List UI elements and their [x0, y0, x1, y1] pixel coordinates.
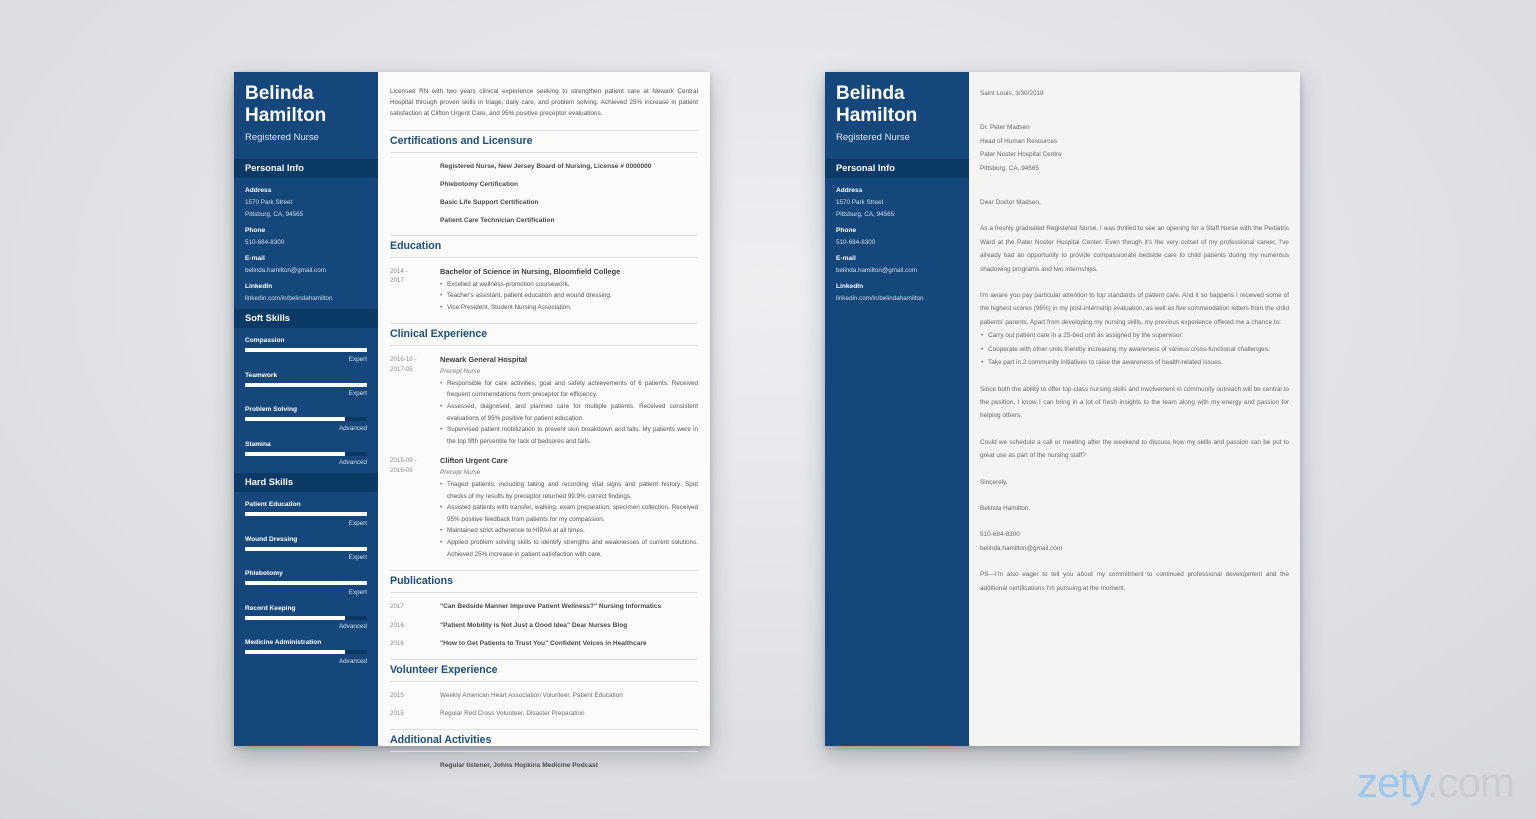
- certification-item: Patient Care Technician Certification: [440, 216, 555, 224]
- skill-item: Compassion Expert: [245, 337, 367, 363]
- phone-label: Phone: [245, 227, 266, 234]
- cover-letter-page: [825, 72, 1300, 746]
- email-value: belinda.hamilton@gmail.com: [245, 266, 326, 274]
- zety-logo-suffix: .com: [1426, 759, 1514, 806]
- skill-bar: [245, 512, 367, 516]
- skill-level: Advanced: [338, 657, 367, 665]
- volunteer-item: 2015 Weekly American Heart Association Volunteer, Patient Education: [390, 691, 623, 699]
- skill-bar: [245, 383, 367, 387]
- publication-item: 2017 "Can Bedside Manner Improve Patient Wellness?" Nursing Informatics: [390, 603, 662, 611]
- address-label: Address: [836, 187, 863, 194]
- soft-skills-header: Soft Skills: [234, 309, 378, 328]
- skill-level: Expert: [348, 554, 367, 561]
- email-label: E-mail: [836, 255, 856, 262]
- education-bullets: • Excelled at wellness-promotion coursework. • Teacher's assistant, patient education and wound dressing. • Vice President, Student Nursing Association.: [440, 279, 698, 314]
- address-line2: Pittsburg, CA, 94565: [836, 210, 895, 218]
- letter-paragraph: I'm aware you pay particular attention to top standards of patient care. And it so happens I received some of the highest scores (96%) in my post-internship evaluation, as well as five commendation letters from the child patients' parents. Apart from developing my nursing skills, my previous experience offered me a chance to:: [980, 292, 1289, 326]
- skill-level: Expert: [348, 390, 367, 397]
- skill-level: Advanced: [338, 459, 367, 466]
- phone-value: 510-684-8300: [245, 238, 285, 246]
- candidate-job-title: Registered Nurse: [836, 132, 910, 143]
- letter-ps: PS—I'm also eager to tell you about my commitment to continued professional development and the additional certifications I'm pursuing at the moment.: [980, 571, 1289, 592]
- resume-main: [378, 72, 710, 769]
- skill-level: Expert: [348, 355, 367, 363]
- job-entry: [390, 355, 698, 447]
- certification-item: Basic Life Support Certification: [440, 198, 539, 206]
- phone-value: 510-684-8300: [836, 238, 876, 246]
- letter-email: belinda.hamilton@gmail.com: [980, 544, 1063, 552]
- skill-item: Record Keeping Advanced: [245, 604, 367, 630]
- publication-item: 2016 "Patient Mobility is Not Just a Good Idea" Dear Nurses Blog: [390, 621, 628, 629]
- personal-info-group: [234, 187, 378, 302]
- skill-item: Teamwork Expert: [245, 371, 367, 397]
- skill-level: Expert: [348, 588, 367, 596]
- skill-bar: [245, 616, 367, 620]
- linkedin-label: LinkedIn: [245, 283, 273, 290]
- candidate-name: Belinda Hamilton: [836, 83, 918, 126]
- address-label: Address: [245, 187, 272, 194]
- job-role: Precept Nurse: [440, 367, 481, 375]
- candidate-job-title: Registered Nurse: [245, 132, 319, 143]
- job-dates: 2016-10 - 2017-05: [390, 356, 417, 373]
- resume-summary: Licensed RN with two years clinical experience seeking to strengthen patient care at Newark Central Hospital through proven skills in triage, daily care, and problem solving. Achieved 25% increase in patient satisfaction at Clifton Urgent Care, and 95% positive preceptor evaluations.: [390, 88, 698, 118]
- job-bullets: • Triaged patients, including taking and recording vital signs and patient history. Spot checks of my results by preceptor returned 99.9% correct findings. • Assisted patients with transfer, walking, exam preparation, specimen collection. Received 95% positive feedback from patients for my compassion. • Maintained strict adherence to HIPAA at all times. • Applied problem solving skills to identify strengths and weaknesses of current solutions. Achieved 25% increase in patient satisfaction with care.: [440, 479, 698, 560]
- section-header-volunteer: Volunteer Experience: [390, 659, 698, 682]
- skill-bar: [245, 452, 367, 456]
- skill-bar: [245, 581, 367, 585]
- letter-bullets: • Carry out patient care in a 25-bed unit as assigned by the supervisor. • Cooperate with other units thereby increasing my awareness of various cross-functional challenges. • Take part in 2 community initiatives to raise the awareness of health-related issues.: [980, 329, 1289, 369]
- job-entry: [390, 456, 698, 560]
- linkedin-value: linkedin.com/in/belindahamilton: [836, 294, 924, 302]
- personal-info-header: Personal Info: [825, 159, 969, 178]
- letter-sidebar: [825, 72, 969, 746]
- volunteer-item: 2015 Regular Red Cross Volunteer, Disaster Preparation: [390, 710, 585, 718]
- education-dates: 2014 - 2017: [390, 267, 408, 285]
- job-dates: 2015-09 - 2016-05: [390, 457, 417, 474]
- letter-phone: 510-684-8300: [980, 531, 1020, 539]
- address-line1: 1570 Park Street: [245, 198, 293, 206]
- skill-item: Stamina Advanced: [245, 440, 367, 466]
- education-title: Bachelor of Science in Nursing, Bloomfield College: [440, 266, 621, 276]
- job-bullets: • Responsible for care activities, goal and safety achievements of 6 patients. Received frequent commendations from preceptor for efficiency. • Assessed, diagnosed, and planned care for multiple patients. Received consistent evaluations of 95% positive for patient education. • Supervised patient mobilization to prevent skin breakdown and falls. My patients were in the top fifth percentile for lack of bedsores and falls.: [440, 378, 698, 448]
- job-company: Clifton Urgent Care: [440, 456, 508, 466]
- zety-logo: [1357, 759, 1514, 807]
- section-header-education: Education: [390, 235, 698, 258]
- section-header-clinical-experience: Clinical Experience: [390, 323, 698, 346]
- skill-level: Advanced: [338, 623, 367, 630]
- letter-main: [969, 72, 1300, 746]
- certification-item: Phlebotomy Certification: [440, 180, 519, 188]
- letter-recipient-block: Dr. Peter Madsen Head of Human Resources Pater Noster Hospital Centre Pittsburg, CA, 94565: [980, 124, 1062, 172]
- education-entry: [390, 267, 698, 314]
- skill-item: Medicine Administration Advanced: [245, 639, 367, 665]
- section-header-additional: Additional Activities: [390, 729, 698, 752]
- linkedin-value: linkedin.com/in/belindahamilton: [245, 294, 333, 302]
- section-header-publications: Publications: [390, 570, 698, 593]
- letter-closing: Sincerely,: [980, 478, 1008, 486]
- job-role: Precept Nurse: [440, 468, 481, 476]
- skill-item: Phlebotomy Expert: [245, 570, 367, 596]
- letter-paragraph: Since both the ability to offer top-class nursing skills and involvement in community outreach will be central to the position, I know I can bring in a lot of fresh insights to the team along with my energy and passion for helping others.: [980, 385, 1289, 420]
- skill-level: Advanced: [338, 424, 367, 432]
- skill-item: Wound Dressing Expert: [245, 535, 367, 561]
- address-line1: 1570 Park Street: [836, 198, 884, 206]
- phone-label: Phone: [836, 227, 857, 234]
- resume-page: [234, 72, 710, 769]
- skill-item: Problem Solving Advanced: [245, 406, 367, 432]
- letter-date: Saint Louis, 3/30/2019: [980, 90, 1044, 97]
- zety-logo-brand: zety: [1357, 759, 1427, 806]
- email-label: E-mail: [245, 255, 265, 262]
- skill-bar: [245, 348, 367, 352]
- letter-paragraph: Could we schedule a call or meeting after the weekend to discuss how my skills and passion can be put to great use as part of the nursing staff?: [980, 438, 1289, 460]
- job-company: Newark General Hospital: [440, 355, 528, 365]
- address-line2: Pittsburg, CA, 94565: [245, 210, 304, 218]
- skill-item: Patient Education Expert: [245, 501, 367, 527]
- section-header-certifications: Certifications and Licensure: [390, 130, 698, 153]
- letter-signature: Belinda Hamilton: [980, 504, 1029, 512]
- linkedin-label: LinkedIn: [836, 283, 864, 290]
- skill-bar: [245, 417, 367, 421]
- publication-item: 2016 "How to Get Patients to Trust You" Confident Voices in Healthcare: [390, 640, 647, 648]
- email-value: belinda.hamilton@gmail.com: [836, 266, 917, 274]
- skill-level: Expert: [348, 519, 367, 527]
- resume-sidebar: [234, 72, 378, 746]
- letter-salutation: Dear Doctor Madsen,: [980, 199, 1041, 207]
- candidate-name: Belinda Hamilton: [245, 83, 327, 126]
- additional-item: Regular listener, Johns Hopkins Medicine Podcast: [440, 761, 598, 769]
- personal-info-header: Personal Info: [234, 159, 378, 178]
- hard-skills-header: Hard Skills: [234, 473, 378, 492]
- letter-paragraph: As a freshly graduated Registered Nurse, I was thrilled to see an opening for a Staff Nurse with the Pediatric Ward at the Pater Noster Hospital Center. Even though it's the very outset of my professional career, I've already had an opportunity to provide compassionate bedside care to child patients during my numerous shadowing programs and two internships.: [980, 225, 1289, 273]
- skill-bar: [245, 650, 367, 654]
- skill-bar: [245, 547, 367, 551]
- personal-info-group: [825, 187, 969, 302]
- certification-item: Registered Nurse, New Jersey Board of Nursing, License # 0000000: [440, 162, 652, 170]
